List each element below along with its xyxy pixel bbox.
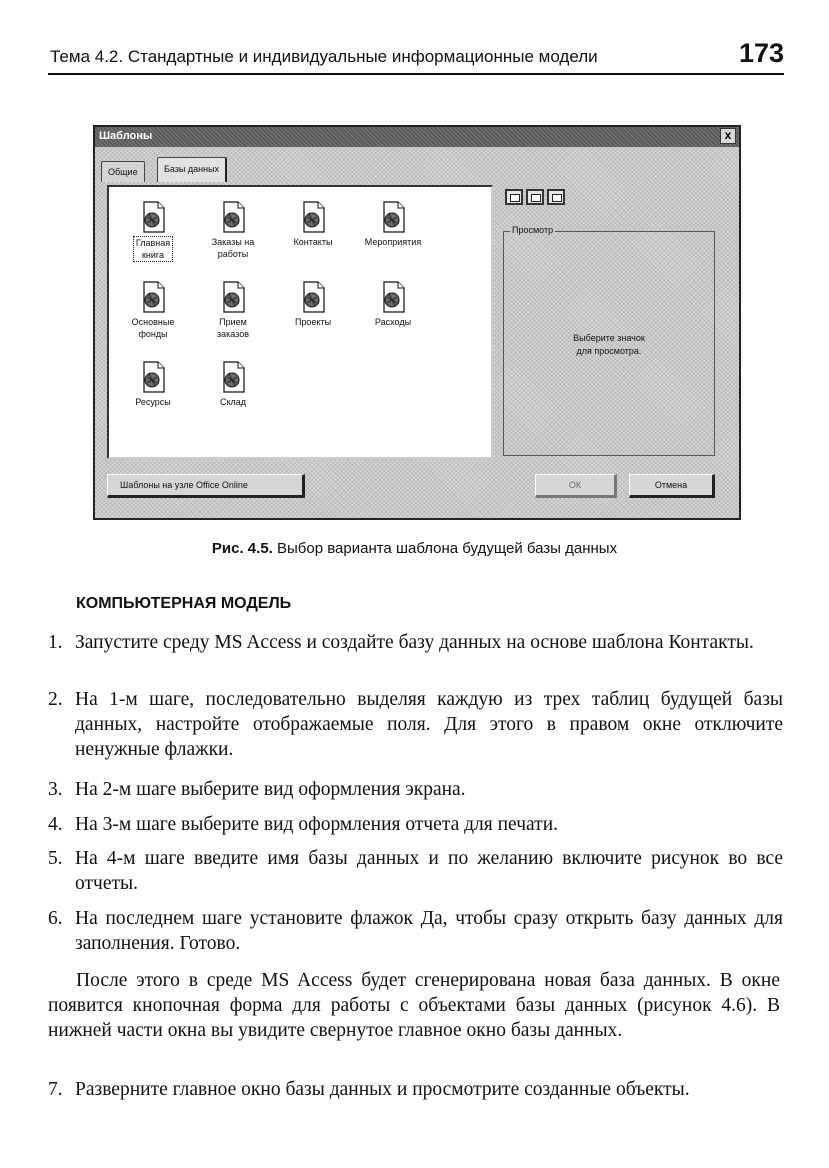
- list-item: [48, 812, 783, 837]
- header-rule: [48, 73, 784, 75]
- template-label-line1: Контакты: [293, 237, 333, 247]
- template-label-line2: фонды: [138, 329, 168, 339]
- database-template-icon: [220, 361, 246, 393]
- template-item-events[interactable]: [351, 201, 435, 248]
- database-template-icon: [140, 361, 166, 393]
- dialog-title: Шаблоны: [99, 130, 153, 142]
- list-item-number: 5.: [48, 848, 63, 869]
- list-item-number: 4.: [48, 814, 63, 835]
- template-label-line1: Основные: [131, 317, 175, 327]
- list-item-number: 1.: [48, 632, 63, 653]
- template-label-line1: Ресурсы: [135, 397, 171, 407]
- database-template-icon: [140, 281, 166, 313]
- figure-caption-text: Выбор варианта шаблона будущей базы данных: [277, 540, 618, 557]
- list-item: [48, 687, 783, 762]
- list-item: [48, 906, 783, 956]
- database-template-icon: [220, 281, 246, 313]
- template-item-contacts[interactable]: [271, 201, 355, 248]
- template-label-line2: книга: [141, 250, 164, 260]
- database-template-icon: [380, 281, 406, 313]
- template-item-order-entry[interactable]: [191, 281, 275, 340]
- database-template-icon: [380, 201, 406, 233]
- template-label-line1: Склад: [219, 397, 247, 407]
- large-icons-view-icon[interactable]: [505, 189, 523, 205]
- list-item-text: На 3-м шаге выберите вид оформления отчета для печати.: [75, 814, 559, 835]
- list-item: [48, 1077, 783, 1102]
- database-template-icon: [300, 281, 326, 313]
- list-item-number: 6.: [48, 908, 63, 929]
- list-item: [48, 630, 783, 655]
- list-item: [48, 846, 783, 896]
- running-title: Тема 4.2. Стандартные и индивидуальные информационные модели: [50, 47, 598, 66]
- dialog-titlebar: [95, 127, 739, 147]
- template-list: [107, 185, 493, 459]
- close-icon[interactable]: x: [720, 128, 736, 144]
- template-label-line1: Проекты: [294, 317, 332, 327]
- list-item-number: 2.: [48, 689, 63, 710]
- ok-button[interactable]: ОК: [535, 474, 617, 498]
- list-item-number: 7.: [48, 1079, 63, 1100]
- list-item-text: Запустите среду MS Access и создайте базу данных на основе шаблона Контакты.: [75, 632, 754, 653]
- template-label-line1: Прием: [219, 317, 247, 327]
- preview-hint-line2: для просмотра.: [576, 346, 642, 356]
- page-number: 173: [738, 38, 784, 68]
- figure-caption: [0, 540, 829, 557]
- template-label-line1: Главная: [135, 238, 171, 248]
- template-item-warehouse[interactable]: [191, 361, 275, 408]
- office-online-templates-button[interactable]: Шаблоны на узле Office Online: [107, 474, 305, 498]
- database-template-icon: [220, 201, 246, 233]
- template-item-resources[interactable]: [111, 361, 195, 408]
- list-item: [48, 777, 783, 802]
- preview-group: [503, 225, 715, 456]
- tab-databases[interactable]: Базы данных: [157, 157, 227, 182]
- details-view-icon[interactable]: [547, 189, 565, 205]
- tab-general[interactable]: Общие: [101, 161, 145, 182]
- list-item-text: На 4-м шаге введите имя базы данных и по желанию включите рисунок во все отчеты.: [75, 848, 783, 894]
- preview-label: Просмотр: [512, 225, 554, 235]
- template-label-line2: работы: [217, 249, 249, 259]
- list-item-text: На 1-м шаге, последовательно выделяя каждую из трех таблиц будущей базы данных, настройте отображаемые поля. Для этого в правом окне отключите ненужные флажки.: [75, 689, 783, 760]
- template-label-line1: Мероприятия: [364, 237, 422, 247]
- figure-caption-label: Рис. 4.5.: [211, 540, 273, 557]
- body-paragraph: После этого в среде MS Access будет сгенерирована новая база данных. В окне появится кнопочная форма для работы с объектами базы данных (рисунок 4.6). В нижней части окна вы увидите свернутое главное окно базы данных.: [48, 970, 780, 1041]
- list-view-icon[interactable]: [526, 189, 544, 205]
- template-label-line1: Расходы: [374, 317, 412, 327]
- preview-hint: [504, 332, 714, 358]
- list-item-text: На 2-м шаге выберите вид оформления экрана.: [75, 779, 466, 800]
- template-item-work-orders[interactable]: [191, 201, 275, 260]
- templates-dialog: [93, 125, 741, 520]
- database-template-icon: [300, 201, 326, 233]
- template-item-expenses[interactable]: [351, 281, 435, 328]
- template-item-main-book[interactable]: [111, 201, 195, 262]
- list-item-number: 3.: [48, 779, 63, 800]
- database-template-icon: [140, 201, 166, 233]
- template-item-fixed-assets[interactable]: [111, 281, 195, 340]
- template-label-line2: заказов: [217, 329, 249, 339]
- template-label-line1: Заказы на: [211, 237, 255, 247]
- preview-hint-line1: Выберите значок: [573, 333, 645, 343]
- cancel-button[interactable]: Отмена: [629, 474, 715, 498]
- template-item-projects[interactable]: [271, 281, 355, 328]
- list-item-text: Разверните главное окно базы данных и просмотрите созданные объекты.: [75, 1079, 690, 1100]
- list-item-text: На последнем шаге установите флажок Да, чтобы сразу открыть базу данных для заполнения. Готово.: [75, 908, 783, 954]
- section-heading: КОМПЬЮТЕРНАЯ МОДЕЛЬ: [76, 595, 292, 612]
